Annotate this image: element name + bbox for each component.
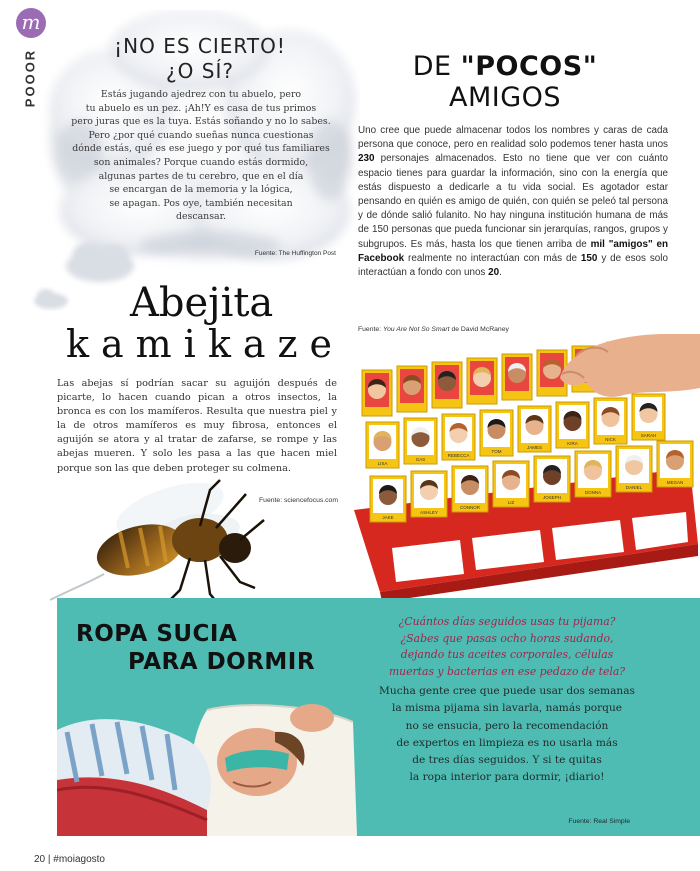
game-card bbox=[452, 466, 488, 512]
abejita-title: Abejita bbox=[130, 280, 274, 326]
game-card bbox=[404, 418, 437, 464]
card-name-label: JAKE bbox=[382, 515, 394, 520]
page-number: 20 bbox=[34, 854, 46, 865]
game-card bbox=[502, 354, 532, 400]
ropa-sucia-body: Mucha gente cree que puede usar dos semanas la misma pijama sin lavarla, namás porque no se ensucia, pero la recomendación de expertos en limpieza es no usarla más de tres días seguidos. Y si te quitas la ropa interior para dormir, ¡diario! bbox=[379, 685, 635, 784]
card-name-label: CONNOR bbox=[460, 505, 480, 510]
card-name-label: DANIEL bbox=[625, 485, 643, 490]
game-card bbox=[370, 476, 406, 522]
abejita-subtitle: kamikaze bbox=[65, 322, 345, 366]
game-card bbox=[366, 422, 399, 468]
game-card bbox=[442, 414, 475, 460]
abejita-source: Fuente: sciencefocus.com bbox=[259, 497, 338, 504]
section-tag: POOOR bbox=[22, 48, 38, 108]
game-card bbox=[480, 410, 513, 456]
game-card bbox=[432, 362, 462, 408]
card-name-label: LISA bbox=[377, 461, 388, 466]
card-name-label: ASHLEY bbox=[420, 510, 438, 515]
bee-image bbox=[50, 470, 270, 610]
abejita-body: Las abejas sí podrían sacar su aguijón después de picarte, lo hacen cuando pican a otros insectos, la bronca es con los mamíferos. Resulta que nuestra piel y la de otros mamíferos es muy fibrosa, entonces el aguijón se atora y al tratar de zafarse, se rompe y las abejas mueren. Y solo les pasa a las que hacen miel porque son las que deben proteger su colmena. bbox=[57, 378, 337, 474]
card-name-label: MEGAN bbox=[666, 480, 684, 485]
card-name-label: GAS bbox=[415, 457, 426, 462]
game-card bbox=[467, 358, 497, 404]
pocos-amigos-source: Fuente: You Are Not So Smart de David McRaney bbox=[358, 326, 509, 333]
game-card bbox=[556, 402, 589, 448]
ropa-sucia-questions: ¿Cuántos días seguidos usas tu pijama? ¿Sabes que pasas ocho horas sudando, dejando tus aceites corporales, células muertas y bacterias en ese pedazo de tela? bbox=[388, 615, 626, 678]
card-name-label: SARAH bbox=[640, 433, 657, 438]
card-name-label: DONNA bbox=[584, 490, 602, 495]
small-cloud-icon bbox=[60, 236, 140, 288]
card-name-label: REBECCA bbox=[447, 453, 470, 458]
page-footer: 20 | #moiagosto bbox=[34, 854, 105, 865]
game-card bbox=[518, 406, 551, 452]
game-card bbox=[575, 451, 611, 497]
game-card bbox=[632, 394, 665, 440]
guess-who-game-image bbox=[340, 330, 700, 602]
card-name-label: JOSEPH bbox=[542, 495, 562, 500]
card-name-label: LIZ bbox=[507, 500, 515, 505]
ropa-sucia-title: ROPA SUCIA PARA DORMIR bbox=[76, 621, 316, 675]
game-card bbox=[362, 370, 392, 416]
magazine-logo: m bbox=[16, 8, 46, 38]
footer-tag: #moiagosto bbox=[53, 854, 105, 865]
small-cloud-icon bbox=[30, 286, 72, 312]
game-card bbox=[616, 446, 652, 492]
game-card bbox=[534, 456, 570, 502]
no-es-cierto-source: Fuente: The Huffington Post bbox=[254, 250, 336, 257]
pocos-amigos-body: Uno cree que puede almacenar todos los nombres y caras de cada persona que conoce, pero en realidad solo podemos tener hasta unos 230 personajes almacenados. Esto no tiene que ver con cuánto espacio tienes para guardar la información, sino con la energía que estás dispuesto a dedicarle a tu vida social. Es agotador estar pensando en quién es amigo de quién, con quién se peleó tal persona y de dónde salió fulanito. No hay ninguna institución humana de más de 150 personas que pueda funcionar sin jerarquías, rangos, grupos y subgrupos. Es más, hasta los que tienen arriba de mil "amigos" en Facebook realmente no interactúan con más de 150 y de esos solo interactúan a fondo con unos 20. bbox=[358, 125, 668, 279]
game-card bbox=[397, 366, 427, 412]
sleeping-man-image bbox=[57, 670, 357, 836]
game-card bbox=[411, 471, 447, 517]
card-name-label: JAMES bbox=[526, 445, 543, 450]
game-card bbox=[594, 398, 627, 444]
no-es-cierto-title: ¡NO ES CIERTO! ¿O SÍ? bbox=[114, 34, 286, 83]
card-name-label: TOM bbox=[491, 449, 502, 454]
ropa-sucia-source: Fuente: Real Simple bbox=[568, 818, 630, 825]
card-name-label: NICK bbox=[605, 437, 616, 442]
pocos-amigos-title: DE "POCOS" AMIGOS bbox=[412, 51, 598, 113]
no-es-cierto-body: Estás jugando ajedrez con tu abuelo, pero tu abuelo es un pez. ¡Ah!Y es casa de tus primos pero juras que es la tuya. Estás soñando y no lo sabes. Pero ¿por qué cuando sueñas nunca cuestionas dónde estás, qué es ese juego y por qué tus familiares son animales? Porque cuando estás dormido, algunas partes de tu cerebro, que en el día se encargan de la memoria y la lógica, se apagan. Pos oye, también necesitan descansar. bbox=[71, 89, 331, 223]
game-card bbox=[493, 461, 529, 507]
card-name-label: KIRA bbox=[567, 441, 578, 446]
game-card bbox=[657, 441, 693, 487]
